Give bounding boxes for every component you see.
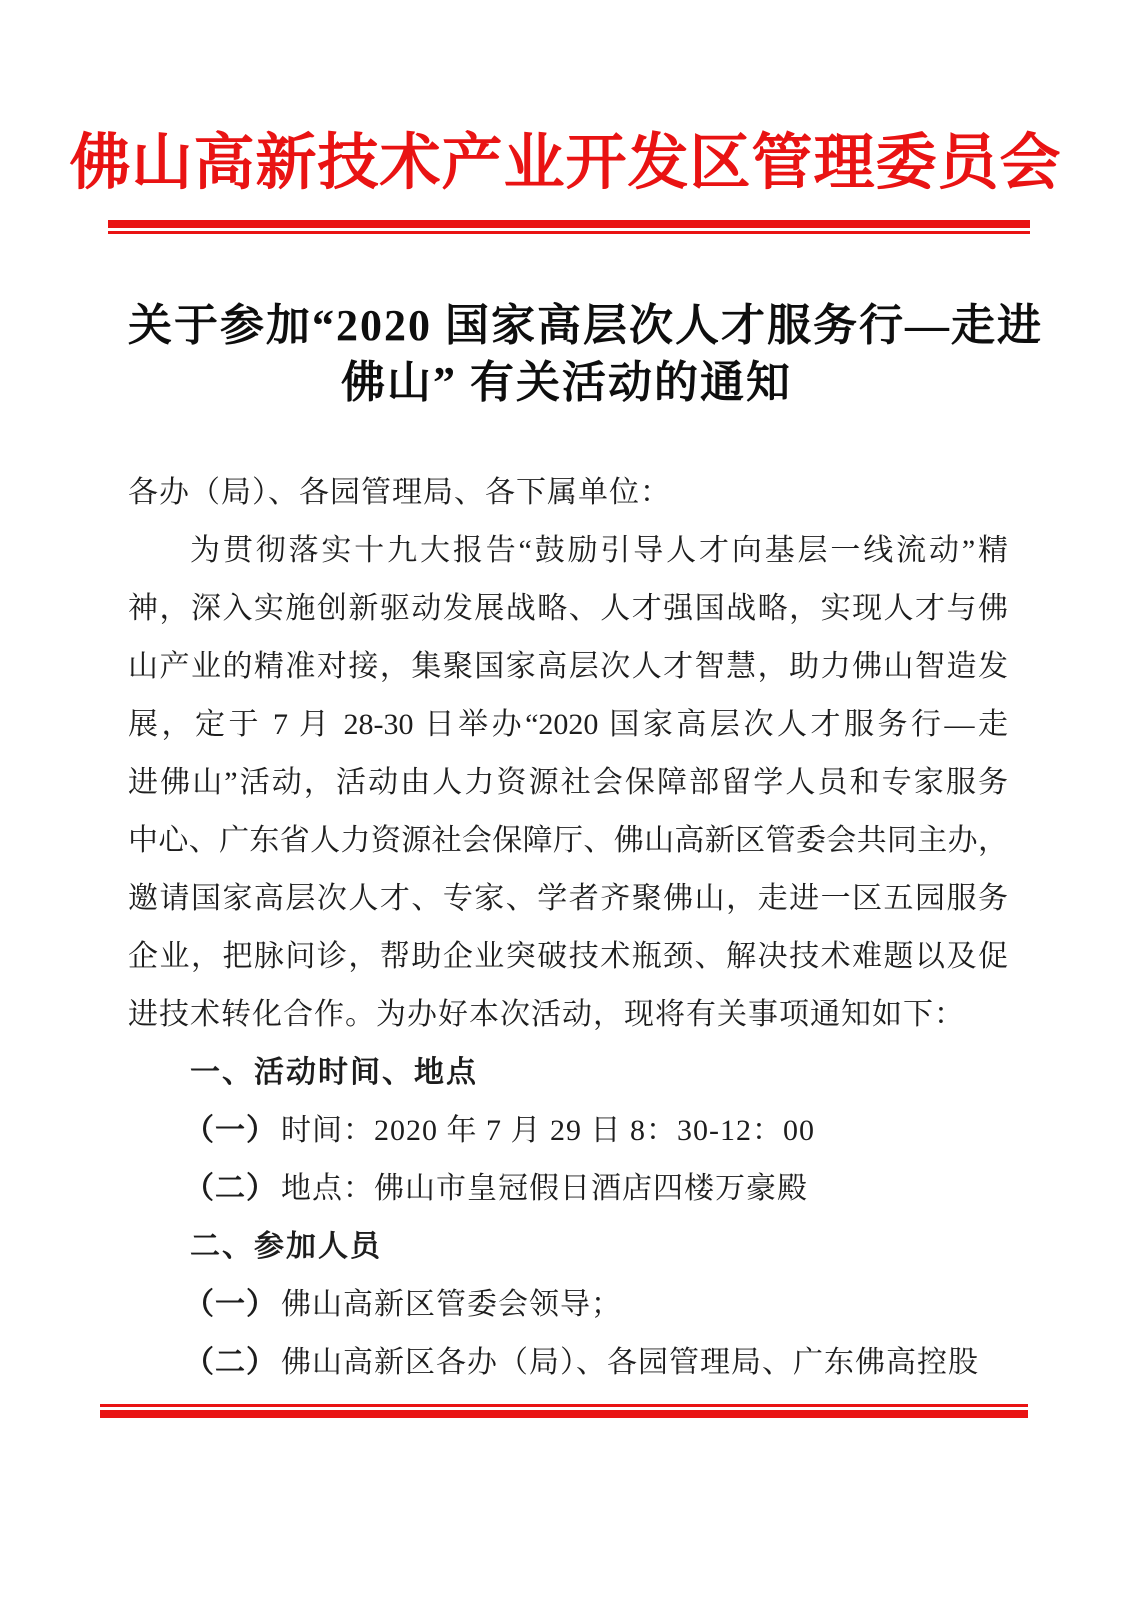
body-line: 为贯彻落实十九大报告“鼓励引导人才向基层一线流动”精 [190, 534, 1008, 567]
salutation-line: 各办（局）、各园管理局、各下属单位： [128, 476, 671, 509]
body-line: 展，定于 7 月 28-30 日举办“2020 国家高层次人才服务行—走 [128, 708, 1008, 741]
item-number-marker: （二） [184, 1172, 277, 1205]
item-text: 地点：佛山市皇冠假日酒店四楼万豪殿 [281, 1172, 808, 1205]
body-line: 山产业的精准对接，集聚国家高层次人才智慧，助力佛山智造发 [128, 650, 1008, 683]
document-title-line2: 佛山” 有关活动的通知 [341, 358, 792, 407]
body-line: 进技术转化合作。为办好本次活动，现将有关事项通知如下： [128, 998, 965, 1031]
item-number-marker: （一） [184, 1114, 277, 1147]
item-number-marker: （二） [184, 1346, 277, 1379]
document-title-line1: 关于参加“2020 国家高层次人才服务行—走进 [128, 301, 1043, 350]
list-item-line [128, 1102, 1008, 1160]
document-body [128, 464, 1008, 1392]
list-item-line [128, 1160, 1008, 1218]
item-text: 时间：2020 年 7 月 29 日 8：30-12：00 [281, 1114, 815, 1147]
body-line: 神，深入实施创新驱动发展战略、人才强国战略，实现人才与佛 [128, 592, 1008, 625]
list-item-line [128, 1276, 1008, 1334]
red-rule-bottom-thin [100, 1404, 1028, 1407]
red-rule-bottom-thick [100, 1410, 1028, 1418]
item-text: 佛山高新区管委会领导； [281, 1288, 622, 1321]
section-heading: 二、参加人员 [190, 1230, 382, 1263]
list-item-line [128, 1334, 1008, 1392]
item-number-marker: （一） [184, 1288, 277, 1321]
body-line: 企业，把脉问诊，帮助企业突破技术瓶颈、解决技术难题以及促 [128, 940, 1008, 973]
body-line: 中心、广东省人力资源社会保障厅、佛山高新区管委会共同主办， [128, 824, 1008, 857]
body-line: 进佛山”活动，活动由人力资源社会保障部留学人员和专家服务 [128, 766, 1008, 799]
body-line: 邀请国家高层次人才、专家、学者齐聚佛山，走进一区五园服务 [128, 882, 1008, 915]
org-name-heading: 佛山高新技术产业开发区管理委员会 [69, 130, 1062, 197]
section-heading: 一、活动时间、地点 [190, 1056, 478, 1089]
red-rule-top-thick [108, 220, 1030, 228]
document-title [128, 297, 1043, 411]
red-rule-top-thin [108, 231, 1030, 234]
item-text: 佛山高新区各办（局）、各园管理局、广东佛高控股 [281, 1346, 979, 1379]
